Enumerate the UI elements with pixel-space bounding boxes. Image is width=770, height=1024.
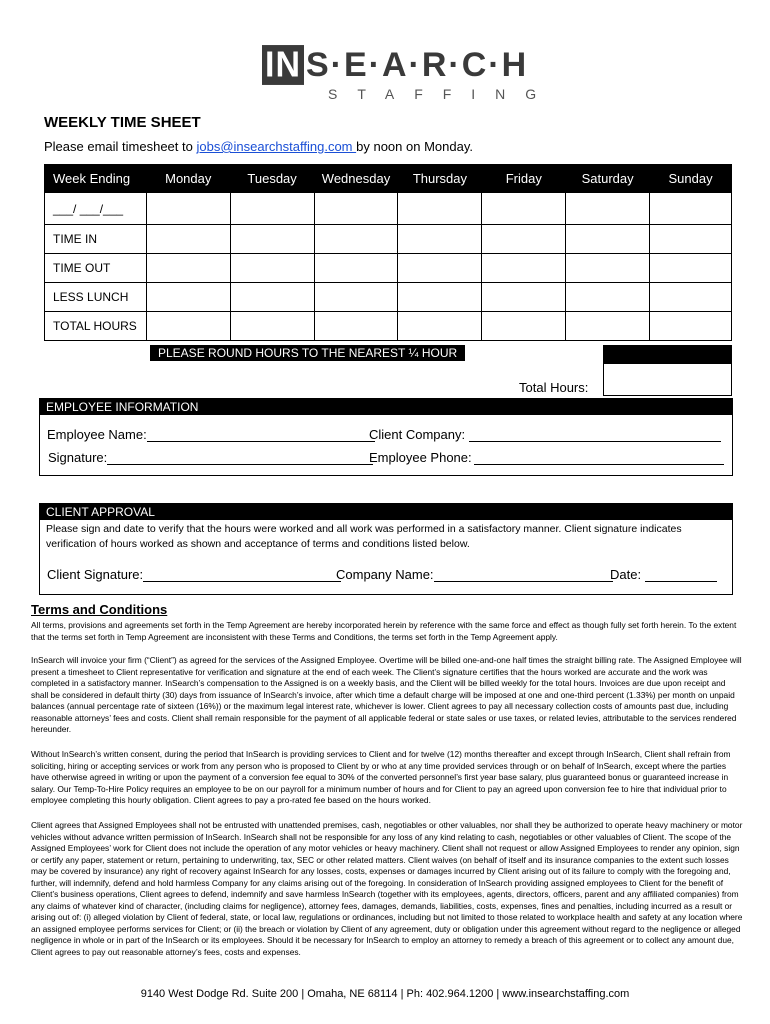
- footer-contact: 9140 West Dodge Rd. Suite 200 | Omaha, NE 68114 | Ph: 402.964.1200 | www.insearchstaffing.com: [140, 988, 630, 1000]
- week-ending-date-field[interactable]: ___/ ___/___: [45, 193, 147, 225]
- total-monday[interactable]: [146, 312, 230, 341]
- lunch-wednesday[interactable]: [314, 283, 398, 312]
- company-name-field[interactable]: [336, 567, 613, 582]
- company-name-line[interactable]: [434, 568, 613, 582]
- email-instruction: [44, 139, 473, 154]
- timesheet-header-row: [45, 165, 732, 193]
- instruction-after: by noon on Monday.: [356, 139, 473, 154]
- row-label-less-lunch: LESS LUNCH: [45, 283, 147, 312]
- time-out-monday[interactable]: [146, 254, 230, 283]
- header-saturday: Saturday: [566, 165, 650, 193]
- client-approval-text: Please sign and date to verify that the hours were worked and all work was performed in a satisfactory manner. Client signature indicates verification of hours worked as shown and acceptance of terms and conditions listed below.: [46, 523, 682, 550]
- client-approval-header: CLIENT APPROVAL: [40, 504, 732, 520]
- employee-phone-line[interactable]: [474, 451, 724, 465]
- client-company-line[interactable]: [469, 428, 721, 442]
- employee-name-field[interactable]: [47, 427, 375, 442]
- date-cell-tuesday[interactable]: [230, 193, 314, 225]
- total-thursday[interactable]: [398, 312, 482, 341]
- client-signature-field[interactable]: [47, 567, 341, 582]
- table-row: [45, 312, 732, 341]
- date-cell-saturday[interactable]: [566, 193, 650, 225]
- header-friday: Friday: [482, 165, 566, 193]
- lunch-friday[interactable]: [482, 283, 566, 312]
- lunch-monday[interactable]: [146, 283, 230, 312]
- date-label: Date:: [610, 567, 642, 582]
- logo-subtitle: STAFFING: [328, 86, 557, 102]
- total-wednesday[interactable]: [314, 312, 398, 341]
- time-out-wednesday[interactable]: [314, 254, 398, 283]
- terms-paragraph-4: Client agrees that Assigned Employees shall not be entrusted with unattended premises, cash, negotiables or other valuables, nor shall they be authorized to operate heavy machinery or motor vehicles without advance written permission of InSearch. InSearch shall not be responsible for any loss of any kind relating to cash, negotiables or other valuables of Client. The scope of the Assigned Employees’ work for Client does not include the operation of any motor vehicles or heavy machinery. Client shall not request or allow Assigned Employees to render any opinion, sign or certify any paper, statement or return, pertaining to underwriting, tax, SEC or other related matters. Client waives (on behalf of itself and its insurance companies to the extent such losses may be covered by insurance) any right of recovery against InSearch for any losses, costs, expenses or damages incurred by Client arising out of its failure to comply with the foregoing and, further, will indemnify, defend and hold harmless Company for any claims arising out of the foregoing. In consideration of InSearch providing assigned employees to Client for the benefit of Client’s business operations, Client agrees to defend, indemnify and save harmless InSearch (together with its employees, agents, directors, officers, parent and any affiliated companies) from any claims of whatever kind of character, (including claims for negligence), attorney fees, damages, demands, liabilities, costs, expenses, fines and penalties, including incurred as a result or arising out of: (i) alleged violation by Client of federal, state, or local law, regulations or ordinances, including but not limited to those related to workplace health and safety at any location where an assigned employee performs services for Client; or (ii) the breach or violation by Client of any agreement, duty or obligation under this agreement without regard to the negligence or alleged negligence in whole or in part of the InSearch or its employees. Should it be necessary for InSearch to employ an attorney to remedy a breach of this agreement or to collect any amount due, Client agrees to pay out reasonable attorney’s fees, costs and expenses.: [31, 820, 743, 957]
- terms-paragraph-1: All terms, provisions and agreements set forth in the Temp Agreement are hereby incorporated herein by reference with the same force and effect as though fully set forth herein. To the extent that the terms set forth in Temp Agreement are inconsistent with these Terms and Conditions, the terms set forth in the Temp Agreement apply.: [31, 620, 737, 642]
- total-tuesday[interactable]: [230, 312, 314, 341]
- lunch-saturday[interactable]: [566, 283, 650, 312]
- time-out-tuesday[interactable]: [230, 254, 314, 283]
- row-label-total-hours: TOTAL HOURS: [45, 312, 147, 341]
- date-cell-friday[interactable]: [482, 193, 566, 225]
- time-in-tuesday[interactable]: [230, 225, 314, 254]
- header-sunday: Sunday: [650, 165, 732, 193]
- header-tuesday: Tuesday: [230, 165, 314, 193]
- table-row: [45, 193, 732, 225]
- instruction-before: Please email timesheet to: [44, 139, 197, 154]
- terms-paragraph-2: InSearch will invoice your firm (“Client”) as agreed for the services of the Assigned Employee. Overtime will be billed one-and-one half times the straight billing rate. The Assigned Employee will present a timesheet to Client representative for verification and signature at the end of each week. The Client’s signature certifies that the hours worked are accurate and the work was completed in a satisfactory manner. InSearch’s compensation to the Assigned is on a weekly basis, and the Client will be billed weekly for the total hours. Invoices are due upon receipt and shall be considered in default thirty (30) days from issuance of InSearch’s invoice, after which time a default charge will be imposed at one and one-third percent (1.33%) per month on unpaid balances (annual percentage rate of sixteen (16%)) or the maximum legal interest rate, whichever is lower. Client agrees to pay all necessary collection costs of amounts past due, including reasonable attorneys’ fees and costs. Client shall remain responsible for the payment of all applicable federal or state sales or use taxes, or related levies, attributable to the services rendered hereunder.: [31, 655, 742, 734]
- lunch-sunday[interactable]: [650, 283, 732, 312]
- insearch-logo: [262, 44, 557, 106]
- company-name-label: Company Name:: [336, 567, 434, 582]
- logo-wordmark: S·E·A·R·C·H: [306, 46, 529, 84]
- row-label-time-out: TIME OUT: [45, 254, 147, 283]
- employee-phone-label: Employee Phone:: [369, 450, 472, 465]
- signature-field[interactable]: [48, 450, 373, 465]
- time-out-saturday[interactable]: [566, 254, 650, 283]
- page-title: WEEKLY TIME SHEET: [44, 114, 201, 131]
- time-in-wednesday[interactable]: [314, 225, 398, 254]
- total-friday[interactable]: [482, 312, 566, 341]
- client-signature-line[interactable]: [143, 568, 341, 582]
- total-hours-box[interactable]: [603, 345, 732, 396]
- employee-name-label: Employee Name:: [47, 427, 147, 442]
- total-hours-box-bar: [604, 346, 731, 364]
- employee-name-line[interactable]: [147, 428, 375, 442]
- header-thursday: Thursday: [398, 165, 482, 193]
- client-signature-label: Client Signature:: [47, 567, 144, 582]
- date-field[interactable]: [610, 567, 717, 582]
- time-in-sunday[interactable]: [650, 225, 732, 254]
- signature-line[interactable]: [107, 451, 373, 465]
- date-cell-sunday[interactable]: [650, 193, 732, 225]
- lunch-tuesday[interactable]: [230, 283, 314, 312]
- terms-paragraph-3: Without InSearch’s written consent, during the period that InSearch is providing services to Client and for twelve (12) months thereafter and except through InSearch, Client shall refrain from soliciting, hiring or accepting services or work from any person who is proposed to Client by or who at any time provided services through or on behalf of InSearch, except where the parties have otherwise agreed in writing or upon the payment of a conversion fee equal to 30% of the converted personnel’s first year base salary, plus guaranteed bonus or guaranteed increase in salary. Our Temp-To-Hire Policy requires an employee to be on our payroll for a minimum number of hours and for Client to pay an agreed upon conversion fee to hire that individual prior to employee completing this hourly obligation. Client agrees to pay a pro-rated fee based on the hours worked.: [31, 749, 731, 805]
- date-line[interactable]: [645, 568, 717, 582]
- total-saturday[interactable]: [566, 312, 650, 341]
- time-in-thursday[interactable]: [398, 225, 482, 254]
- row-label-time-in: TIME IN: [45, 225, 147, 254]
- client-company-field[interactable]: [369, 427, 721, 442]
- date-cell-monday[interactable]: [146, 193, 230, 225]
- signature-label: Signature:: [48, 450, 108, 465]
- time-out-sunday[interactable]: [650, 254, 732, 283]
- table-row: [45, 283, 732, 312]
- rounding-notice: PLEASE ROUND HOURS TO THE NEAREST ¼ HOUR: [150, 345, 465, 361]
- header-week-ending: Week Ending: [45, 165, 147, 193]
- email-link[interactable]: jobs@insearchstaffing.com: [196, 139, 357, 154]
- table-row: [45, 254, 732, 283]
- total-hours-label: Total Hours:: [519, 380, 589, 395]
- header-monday: Monday: [146, 165, 230, 193]
- time-in-saturday[interactable]: [566, 225, 650, 254]
- time-in-monday[interactable]: [146, 225, 230, 254]
- table-row: [45, 225, 732, 254]
- date-cell-thursday[interactable]: [398, 193, 482, 225]
- terms-title: Terms and Conditions: [31, 602, 168, 617]
- timesheet-table: [44, 164, 732, 341]
- time-out-friday[interactable]: [482, 254, 566, 283]
- logo-in-mark: IN: [262, 45, 304, 85]
- employee-information-header: EMPLOYEE INFORMATION: [40, 399, 732, 415]
- client-company-label: Client Company:: [369, 427, 466, 442]
- lunch-thursday[interactable]: [398, 283, 482, 312]
- header-wednesday: Wednesday: [314, 165, 398, 193]
- employee-phone-field[interactable]: [369, 450, 724, 465]
- total-sunday[interactable]: [650, 312, 732, 341]
- date-cell-wednesday[interactable]: [314, 193, 398, 225]
- time-in-friday[interactable]: [482, 225, 566, 254]
- time-out-thursday[interactable]: [398, 254, 482, 283]
